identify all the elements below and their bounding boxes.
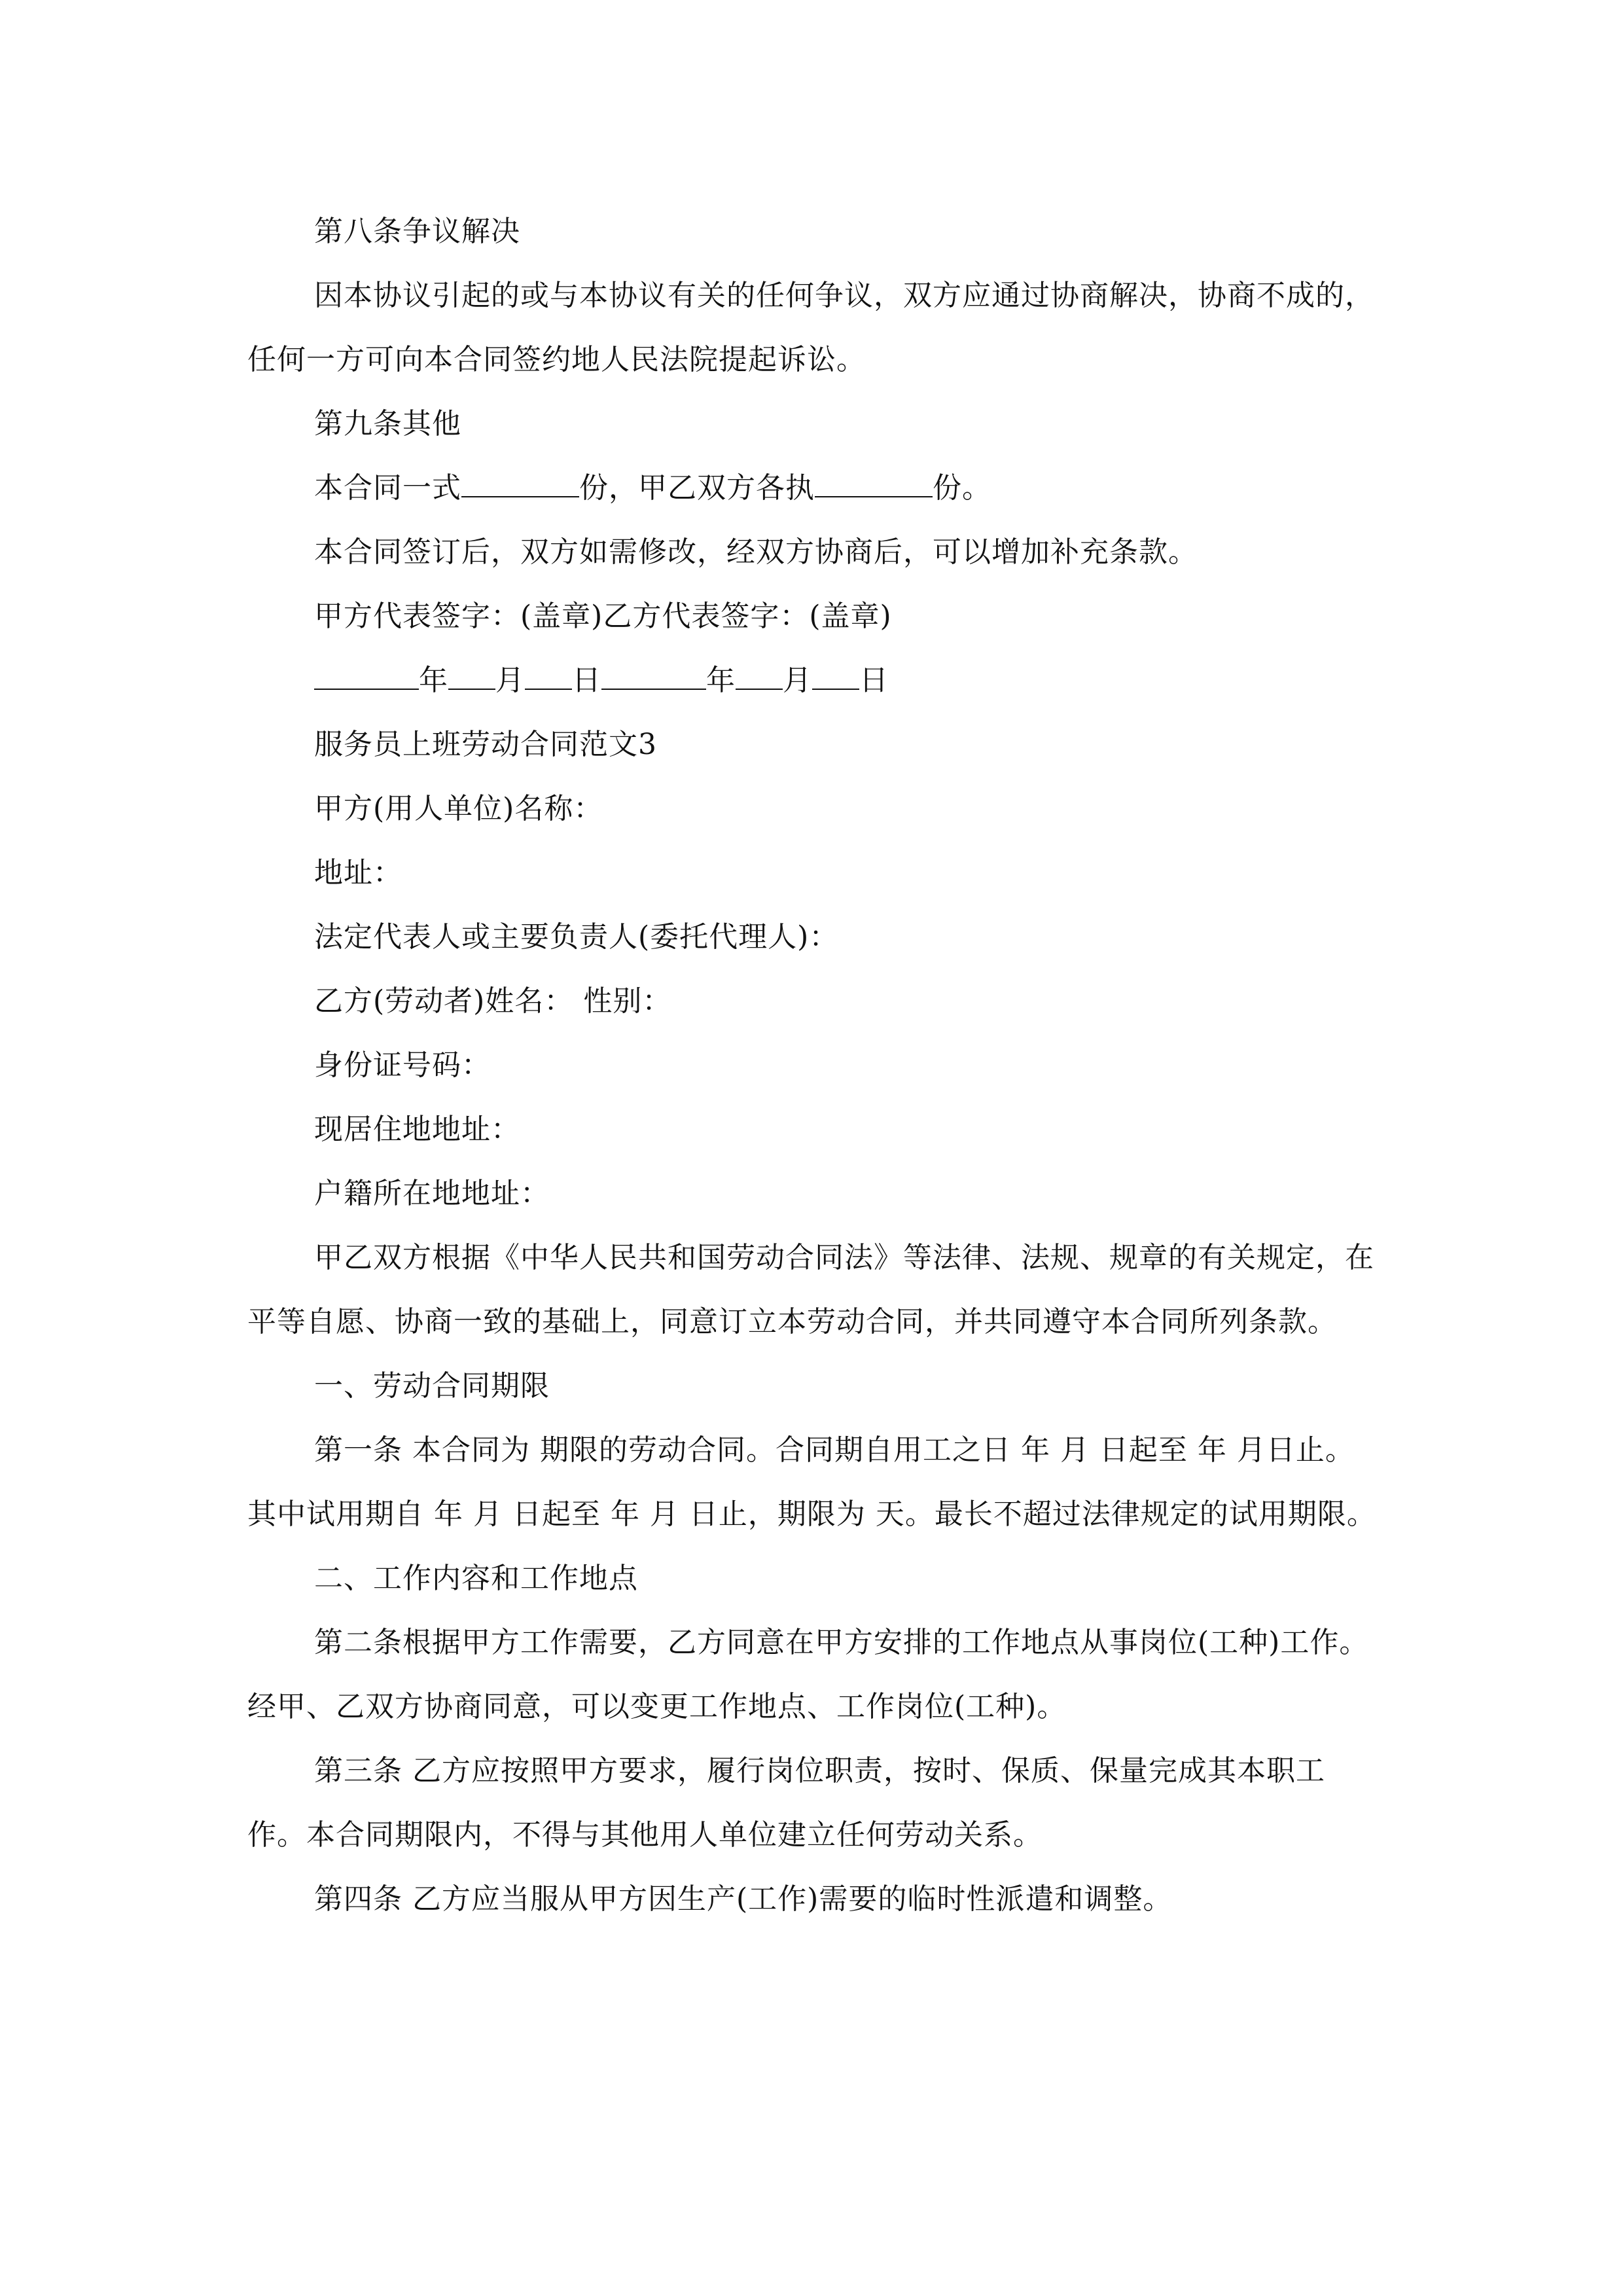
household-address-line: 户籍所在地地址： (314, 1177, 550, 1210)
date-blank-day-1 (525, 664, 572, 690)
date-year-2: 年 (706, 664, 736, 697)
article-3-text: 第三条 乙方应按照甲方要求，履行岗位职责，按时、保质、保量完成其本职工作。本合同期限内，不得与其他用人单位建立任何劳动关系。 (247, 1754, 1325, 1852)
preamble-text: 甲乙双方根据《中华人民共和国劳动合同法》等法律、法规、规章的有关规定，在平等自愿、协商一致的基础上，同意订立本劳动合同，并共同遵守本合同所列条款。 (247, 1241, 1374, 1338)
date-month-2: 月 (783, 664, 812, 697)
party-b-name-gender: 乙方(劳动者)姓名： 性别： (314, 984, 672, 1018)
address-line: 地址： (314, 856, 402, 889)
current-address-line: 现居住地地址： (314, 1113, 520, 1146)
party-a-name: 甲方(用人单位)名称： (314, 792, 603, 825)
copies-blank-each (815, 471, 933, 497)
legal-representative-line: 法定代表人或主要负责人(委托代理人)： (314, 920, 839, 954)
copies-text-b: 份，甲乙双方各执 (579, 471, 815, 505)
amendment-text: 本合同签订后，双方如需修改，经双方协商后，可以增加补充条款。 (314, 535, 1198, 569)
article-4-text: 第四条 乙方应当服从甲方因生产(工作)需要的临时性派遣和调整。 (314, 1882, 1173, 1916)
contract-term-heading: 一、劳动合同期限 (314, 1369, 550, 1403)
signature-line: 甲方代表签字：(盖章)乙方代表签字：(盖章) (314, 600, 892, 633)
date-blank-year-2 (601, 664, 706, 690)
date-blank-month-2 (736, 664, 783, 690)
date-blank-month-1 (448, 664, 495, 690)
copies-line (247, 456, 1383, 520)
article-8-text: 因本协议引起的或与本协议有关的任何争议，双方应通过协商解决，协商不成的，任何一方可向本合同签约地人民法院提起诉讼。 (247, 279, 1374, 376)
article-9-heading: 第九条其他 (314, 407, 461, 440)
document-body (247, 200, 1383, 1931)
date-blank-day-2 (812, 664, 859, 690)
copies-text-a: 本合同一式 (314, 471, 461, 505)
article-1-text: 第一条 本合同为 期限的劳动合同。合同期自用工之日 年 月 日起至 年 月日止。其中试用期自 年 月 日起至 年 月 日止，期限为 天。最长不超过法律规定的试用期限。 (247, 1433, 1376, 1531)
date-blank-year-1 (314, 664, 419, 690)
copies-text-c: 份。 (933, 471, 991, 505)
work-content-heading: 二、工作内容和工作地点 (314, 1562, 638, 1595)
date-day-2: 日 (859, 664, 889, 697)
id-number-line: 身份证号码： (314, 1049, 491, 1082)
date-line (247, 649, 1383, 713)
article-8-heading: 第八条争议解决 (314, 215, 520, 248)
article-2-text: 第二条根据甲方工作需要，乙方同意在甲方安排的工作地点从事岗位(工种)工作。经甲、乙双方协商同意，可以变更工作地点、工作岗位(工种)。 (247, 1626, 1369, 1723)
section-title: 服务员上班劳动合同范文3 (314, 728, 657, 761)
date-month-1: 月 (495, 664, 525, 697)
copies-blank-total (461, 471, 579, 497)
date-year-1: 年 (419, 664, 448, 697)
date-day-1: 日 (572, 664, 601, 697)
